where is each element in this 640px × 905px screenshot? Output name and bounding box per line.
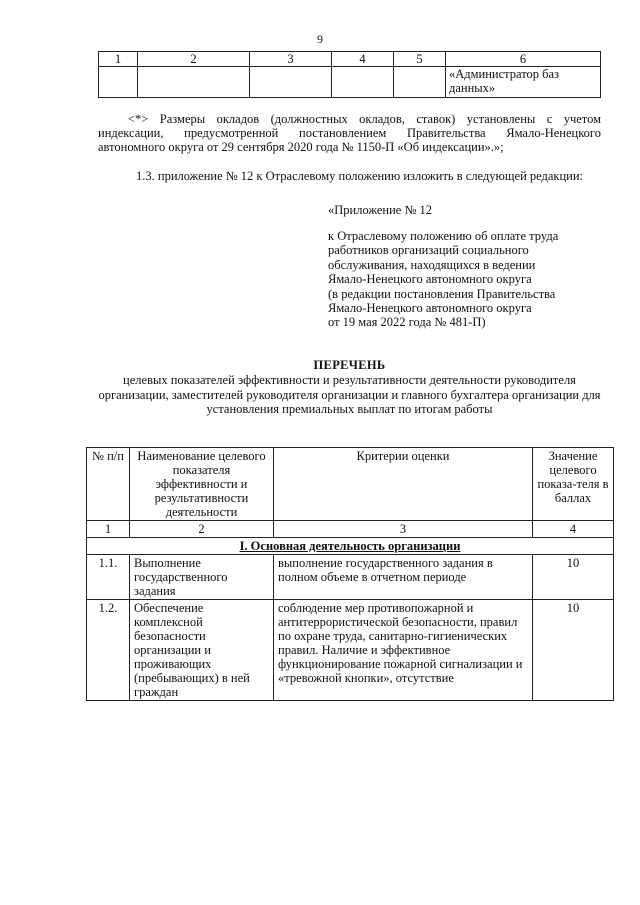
column-number: 4 [533, 521, 614, 538]
row-number: 1.1. [87, 555, 130, 600]
column-number: 2 [130, 521, 274, 538]
column-number: 1 [99, 52, 138, 67]
indicator-name: Обеспечение комплексной безопасности организации и проживающих (пребывающих) в ней граждан [130, 600, 274, 701]
table-row [87, 600, 614, 701]
score-value: 10 [533, 600, 614, 701]
column-numbers-row [87, 521, 614, 538]
appendix-line: от 19 мая 2022 года № 481-П) [328, 315, 486, 330]
table-row [99, 67, 601, 98]
score-value: 10 [533, 555, 614, 600]
continued-table [98, 51, 601, 98]
indicator-name: Выполнение государственного задания [130, 555, 274, 600]
column-number: 1 [87, 521, 130, 538]
table-cell [332, 67, 394, 98]
column-number: 5 [394, 52, 446, 67]
header-criteria: Критерии оценки [274, 448, 533, 521]
appendix-line: (в редакции постановления Правительства [328, 286, 556, 301]
page-number: 9 [317, 32, 323, 46]
column-number: 3 [274, 521, 533, 538]
footnote-paragraph: <*> Размеры окладов (должностных окладов, ставок) установлены с учетом индексации, предусмотренной постановлением Правительства Ямало-Ненецкого автономного округа от 29 сентября 2020 года № 1150-П «Об индексации».»; [98, 112, 601, 154]
table-cell [99, 67, 138, 98]
header-indicator-name: Наименование целевого показателя эффективности и результативности деятельности [130, 448, 274, 521]
header-number: № п/п [87, 448, 130, 521]
header-value: Значение целевого показа-теля в баллах [533, 448, 614, 521]
appendix-line: Ямало-Ненецкого автономного округа [328, 301, 532, 316]
table-cell [138, 67, 250, 98]
clause-paragraph: 1.3. приложение № 12 к Отраслевому положению изложить в следующей редакции: [136, 169, 584, 183]
appendix-line: Ямало-Ненецкого автономного округа [328, 272, 532, 287]
appendix-line: к Отраслевому положению об оплате труда [328, 229, 559, 243]
column-number: 3 [250, 52, 332, 67]
appendix-title: «Приложение № 12 [328, 203, 433, 217]
table-cell: «Администратор баз данных» [446, 67, 601, 98]
section-heading: I. Основная деятельность организации [87, 538, 614, 555]
appendix-line: работников организаций социального [328, 243, 529, 258]
table-header-row [99, 52, 601, 67]
column-number: 2 [138, 52, 250, 67]
criteria: выполнение государственного задания в полном объеме в отчетном периоде [274, 555, 533, 600]
table-row [87, 555, 614, 600]
appendix-line: обслуживания, находящихся в ведении [328, 257, 536, 272]
column-number: 4 [332, 52, 394, 67]
table-header-row [87, 448, 614, 521]
section-row [87, 538, 614, 555]
table-cell [250, 67, 332, 98]
appendix-caption [328, 229, 608, 330]
indicators-table [86, 447, 614, 701]
column-number: 6 [446, 52, 601, 67]
row-number: 1.2. [87, 600, 130, 701]
criteria: соблюдение мер противопожарной и антитеррористической безопасности, правил по охране труда, санитарно-гигиенических правил. Наличие и эффективное функционирование пожарной сигнализации и «тревожной кнопки», отсутствие [274, 600, 533, 701]
list-subtitle: целевых показателей эффективности и результативности деятельности руководителя организации, заместителей руководителя организации и главного бухгалтера организации для установления премиальных выплат по итогам работы [98, 373, 601, 416]
list-title: ПЕРЕЧЕНЬ [313, 358, 386, 372]
table-cell [394, 67, 446, 98]
